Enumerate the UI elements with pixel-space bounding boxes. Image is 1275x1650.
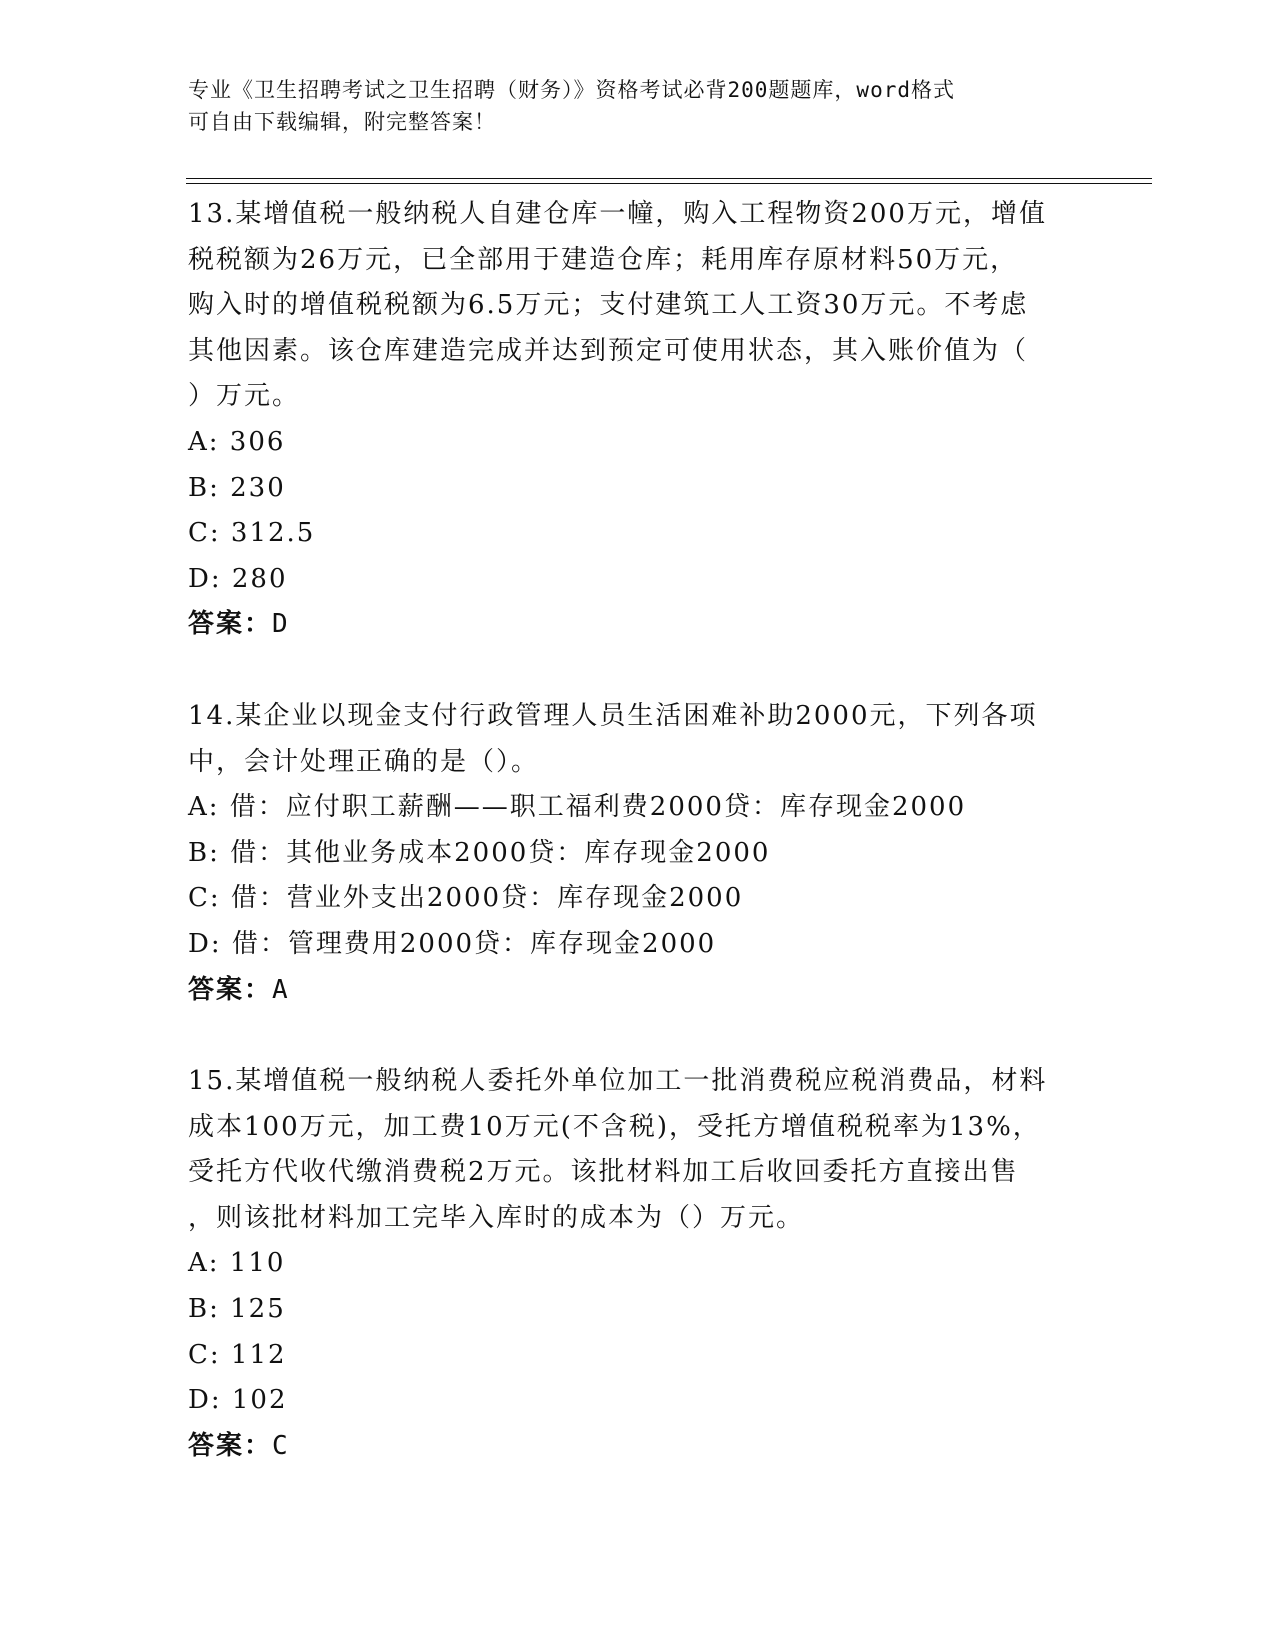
answer-value: C bbox=[272, 1430, 288, 1461]
answer-label: 答案： bbox=[188, 609, 273, 640]
option-c: C: 112 bbox=[188, 1339, 287, 1370]
question-stem-line: 14.某企业以现金支付行政管理人员生活困难补助2000元，下列各项 bbox=[188, 700, 1038, 731]
option-b: B: 125 bbox=[188, 1294, 286, 1325]
answer-line bbox=[188, 1424, 1088, 1470]
question-stem-line: 15.某增值税一般纳税人委托外单位加工一批消费税应税消费品，材料 bbox=[188, 1066, 1048, 1097]
option-c: C: 借：营业外支出2000贷：库存现金2000 bbox=[188, 883, 744, 914]
option-a: A: 110 bbox=[188, 1248, 286, 1279]
header-line-1: 专业《卫生招聘考试之卫生招聘（财务）》资格考试必背200题题库，word格式 bbox=[188, 78, 955, 102]
answer-value: D bbox=[272, 609, 288, 640]
option-d: D: 280 bbox=[188, 563, 288, 594]
option-b: B: 230 bbox=[188, 472, 286, 503]
question-stem-line: 中，会计处理正确的是（）。 bbox=[188, 746, 540, 777]
answer-label: 答案： bbox=[188, 974, 273, 1005]
header-divider-top bbox=[186, 178, 1152, 179]
option-d: D: 102 bbox=[188, 1385, 288, 1416]
document-header bbox=[188, 74, 1068, 138]
question-14 bbox=[188, 694, 1088, 1013]
header-divider-bottom bbox=[186, 183, 1152, 184]
question-stem-line: 税税额为26万元，已全部用于建造仓库；耗用库存原材料50万元， bbox=[188, 244, 1019, 275]
question-stem-line: ，则该批材料加工完毕入库时的成本为（）万元。 bbox=[188, 1202, 805, 1233]
option-b: B: 借：其他业务成本2000贷：库存现金2000 bbox=[188, 837, 771, 868]
question-13 bbox=[188, 192, 1088, 648]
header-line-2: 可自由下载编辑，附完整答案！ bbox=[188, 110, 496, 134]
option-a: A: 借：应付职工薪酬——职工福利费2000贷：库存现金2000 bbox=[188, 792, 967, 823]
question-stem-line: 受托方代收代缴消费税2万元。该批材料加工后收回委托方直接出售 bbox=[188, 1157, 1019, 1188]
answer-value: A bbox=[272, 974, 288, 1005]
question-15 bbox=[188, 1059, 1088, 1469]
question-stem-line: 其他因素。该仓库建造完成并达到预定可使用状态，其入账价值为（ bbox=[188, 335, 1029, 366]
answer-line bbox=[188, 968, 1088, 1014]
answer-label: 答案： bbox=[188, 1430, 273, 1461]
question-stem-line: 购入时的增值税税额为6.5万元；支付建筑工人工资30万元。不考虑 bbox=[188, 290, 1029, 321]
question-stem-line: 13.某增值税一般纳税人自建仓库一幢，购入工程物资200万元，增值 bbox=[188, 199, 1047, 229]
question-stem-line: 成本100万元，加工费10万元(不含税)，受托方增值税税率为13%， bbox=[188, 1111, 1041, 1142]
question-list bbox=[188, 192, 1088, 1515]
option-c: C: 312.5 bbox=[188, 518, 316, 549]
option-a: A: 306 bbox=[188, 426, 286, 457]
question-stem-line: ）万元。 bbox=[188, 381, 301, 412]
option-d: D: 借：管理费用2000贷：库存现金2000 bbox=[188, 928, 717, 959]
answer-line bbox=[188, 602, 1088, 648]
